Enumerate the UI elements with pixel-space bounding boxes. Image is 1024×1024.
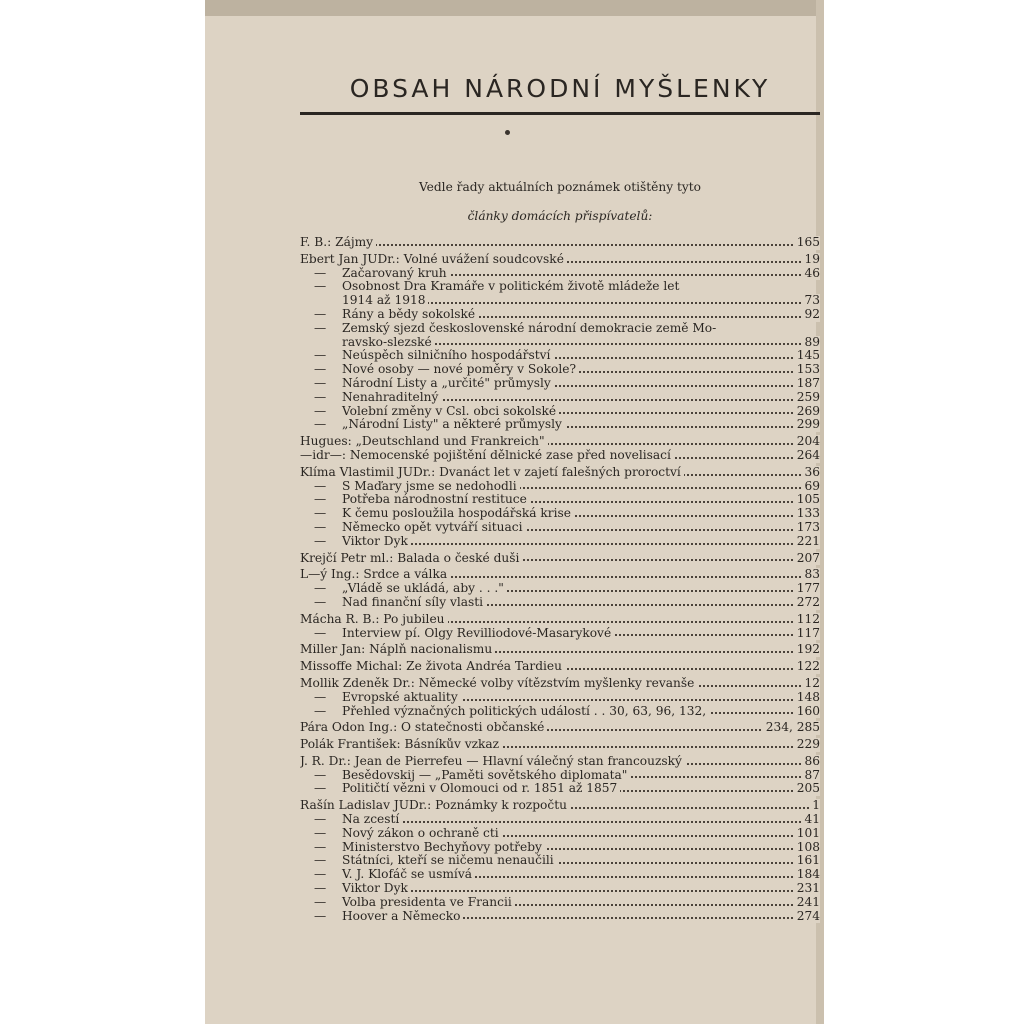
entry-page-number: 204 bbox=[794, 435, 820, 449]
entry-text: Polák František: Básníkův vzkaz bbox=[300, 738, 500, 752]
entry-title bbox=[300, 755, 685, 769]
entry-title bbox=[300, 377, 554, 391]
entry-title bbox=[300, 336, 435, 350]
entry-title bbox=[300, 435, 548, 449]
contents-entry bbox=[300, 769, 820, 783]
entry-text: Mollik Zdeněk Dr.: Německé volby vítězstvím myšlenky revanše bbox=[300, 676, 695, 690]
entry-text: Missoffe Michal: Ze života Andréa Tardieu bbox=[300, 660, 562, 674]
entry-text: Hoover a Německo bbox=[342, 909, 461, 923]
entry-title bbox=[300, 769, 630, 783]
entry-page-number: 1 bbox=[809, 799, 820, 813]
entry-page-number: 87 bbox=[801, 769, 820, 783]
contents-entry bbox=[300, 596, 820, 610]
ditto-dash: — bbox=[314, 404, 327, 418]
contents-entry bbox=[300, 799, 820, 813]
contents-entry bbox=[300, 418, 820, 432]
entry-page-number: 12 bbox=[801, 677, 820, 691]
entry-page-number: 153 bbox=[794, 363, 820, 377]
ditto-dash: — bbox=[314, 868, 327, 882]
entry-title bbox=[300, 552, 522, 566]
entry-title bbox=[300, 799, 570, 813]
contents-entry bbox=[300, 349, 820, 363]
entry-title bbox=[300, 507, 574, 521]
contents-entry bbox=[300, 613, 820, 627]
entry-title bbox=[300, 910, 463, 924]
contents-entry bbox=[300, 827, 820, 841]
entry-title bbox=[300, 253, 567, 267]
entry-text: Rašín Ladislav JUDr.: Poznámky k rozpočtu bbox=[300, 799, 567, 813]
contents-entry bbox=[300, 896, 820, 910]
entry-text: Hugues: „Deutschland und Frankreich" bbox=[300, 435, 545, 449]
entry-title bbox=[300, 827, 502, 841]
entry-title bbox=[300, 418, 565, 432]
entry-text: Nad finanční síly vlasti bbox=[342, 595, 484, 609]
entry-text: Potřeba národnostní restituce bbox=[342, 493, 527, 507]
entry-page-number: 122 bbox=[794, 660, 820, 674]
contents-entry bbox=[300, 782, 820, 796]
entry-title bbox=[300, 691, 461, 705]
entry-text: Ebert Jan JUDr.: Volné uvážení soudcovské bbox=[300, 252, 564, 266]
ditto-dash: — bbox=[314, 307, 327, 321]
dot-leader bbox=[300, 244, 820, 246]
entry-text: Interview pí. Olgy Revilliodové-Masarykové bbox=[342, 626, 612, 640]
entry-page-number: 161 bbox=[794, 854, 820, 868]
entry-text: Klíma Vlastimil JUDr.: Dvanáct let v zajetí falešných proroctví bbox=[300, 465, 681, 479]
entry-text: Nenahraditelný bbox=[342, 390, 439, 404]
contents-list bbox=[300, 236, 820, 923]
entry-page-number: 69 bbox=[801, 480, 820, 494]
entry-title bbox=[300, 854, 557, 868]
entry-text: S Maďary jsme se nedohodli bbox=[342, 479, 517, 493]
entry-text: Viktor Dyk bbox=[342, 882, 408, 896]
entry-text: Volební změny v Čsl. obci sokolské bbox=[342, 404, 557, 418]
ditto-dash: — bbox=[314, 376, 327, 390]
ditto-dash: — bbox=[314, 690, 327, 704]
entry-text: V. J. Klofáč se usmívá bbox=[342, 868, 472, 882]
intro-subtitle: články domácích přispívatelů: bbox=[467, 209, 653, 223]
ditto-dash: — bbox=[314, 507, 327, 521]
contents-entry bbox=[300, 480, 820, 494]
ditto-dash: — bbox=[314, 768, 327, 782]
entry-title bbox=[300, 896, 515, 910]
entry-text: —idr—: Nemocenské pojištění dělnické zase před novelisací bbox=[300, 448, 671, 462]
contents-entry bbox=[300, 435, 820, 449]
entry-text: Rány a bědy sokolské bbox=[342, 307, 476, 321]
ditto-dash: — bbox=[314, 493, 327, 507]
entry-page-number: 41 bbox=[801, 813, 820, 827]
entry-title bbox=[300, 535, 411, 549]
contents-entry bbox=[300, 336, 820, 350]
ditto-dash: — bbox=[314, 520, 327, 534]
contents-entry bbox=[300, 691, 820, 705]
entry-text: K čemu posloužila hospodářská krise bbox=[342, 507, 571, 521]
entry-text: F. B.: Zájmy bbox=[300, 236, 374, 249]
contents-entry bbox=[300, 755, 820, 769]
entry-title bbox=[300, 738, 502, 752]
entry-text: Nové osoby — nové poměry v Sokole? bbox=[342, 363, 576, 377]
entry-page-number: 184 bbox=[794, 868, 820, 882]
entry-page-number: 269 bbox=[794, 405, 820, 419]
contents-entry bbox=[300, 507, 820, 521]
entry-text: 1914 až 1918 bbox=[342, 294, 426, 308]
contents-entry bbox=[300, 322, 820, 336]
entry-title bbox=[300, 236, 376, 250]
ditto-dash: — bbox=[314, 909, 327, 923]
entry-text: Nový zákon o ochraně cti bbox=[342, 826, 499, 840]
entry-page-number: 173 bbox=[794, 521, 820, 535]
entry-page-number: 89 bbox=[801, 336, 820, 350]
entry-page-number: 86 bbox=[801, 755, 820, 769]
contents-entry bbox=[300, 363, 820, 377]
entry-title bbox=[300, 782, 620, 796]
page-top-edge bbox=[205, 0, 822, 16]
contents-entry bbox=[300, 267, 820, 281]
entry-text: Zemský sjezd československé národní demokracie země Mo- bbox=[342, 321, 717, 335]
ditto-dash: — bbox=[314, 390, 327, 404]
ditto-dash: — bbox=[314, 826, 327, 840]
contents-entry bbox=[300, 868, 820, 882]
entry-page-number: 92 bbox=[801, 308, 820, 322]
entry-title bbox=[300, 493, 530, 507]
entry-title bbox=[300, 280, 682, 294]
entry-text: Neúspěch silničního hospodářství bbox=[342, 349, 551, 363]
entry-page-number: 46 bbox=[801, 267, 820, 281]
entry-text: Osobnost Dra Kramáře v politickém životě mládeže let bbox=[342, 280, 680, 294]
entry-title bbox=[300, 267, 450, 281]
entry-page-number: 231 bbox=[794, 882, 820, 896]
contents-entry bbox=[300, 449, 820, 463]
entry-title bbox=[300, 582, 507, 596]
contents-entry bbox=[300, 568, 820, 582]
contents-entry bbox=[300, 882, 820, 896]
entry-text: Na zcestí bbox=[342, 813, 400, 827]
entry-page-number: 148 bbox=[794, 691, 820, 705]
entry-title bbox=[300, 868, 475, 882]
entry-page-number: 133 bbox=[794, 507, 820, 521]
intro-line: Vedle řady aktuálních poznámek otištěny tyto bbox=[418, 180, 702, 194]
contents-entry bbox=[300, 405, 820, 419]
ditto-dash: — bbox=[314, 349, 327, 363]
ditto-dash: — bbox=[314, 626, 327, 640]
entry-title bbox=[300, 813, 402, 827]
entry-title bbox=[300, 721, 547, 735]
entry-page-number: 36 bbox=[801, 466, 820, 480]
entry-title bbox=[300, 568, 450, 582]
entry-page-number: 272 bbox=[794, 596, 820, 610]
contents-entry bbox=[300, 521, 820, 535]
entry-text: Mácha R. B.: Po jubileu bbox=[300, 612, 445, 626]
entry-page-number: 83 bbox=[801, 568, 820, 582]
contents-entry bbox=[300, 466, 820, 480]
ditto-dash: — bbox=[314, 321, 327, 335]
entry-title bbox=[300, 391, 441, 405]
entry-page-number: 165 bbox=[794, 236, 820, 250]
entry-page-number: 112 bbox=[794, 613, 820, 627]
entry-text: „Vládě se ukládá, aby . . ." bbox=[342, 582, 504, 596]
contents-entry bbox=[300, 627, 820, 641]
contents-entry bbox=[300, 813, 820, 827]
ditto-dash: — bbox=[314, 704, 327, 718]
entry-page-number: 234, 285 bbox=[763, 721, 820, 735]
entry-title bbox=[300, 480, 520, 494]
ditto-dash: — bbox=[314, 582, 327, 596]
ditto-dash: — bbox=[314, 479, 327, 493]
entry-title bbox=[300, 643, 495, 657]
ditto-dash: — bbox=[314, 782, 327, 796]
entry-text: ravsko-slezské bbox=[342, 335, 432, 349]
contents-entry bbox=[300, 643, 820, 657]
entry-title bbox=[300, 882, 411, 896]
entry-page-number: 192 bbox=[794, 643, 820, 657]
entry-title bbox=[300, 466, 684, 480]
contents-entry bbox=[300, 280, 820, 294]
entry-text: J. R. Dr.: Jean de Pierrefeu — Hlavní válečný stan francouzský bbox=[300, 754, 682, 768]
contents-entry bbox=[300, 294, 820, 308]
ditto-dash: — bbox=[314, 813, 327, 827]
entry-title bbox=[300, 405, 559, 419]
entry-title bbox=[300, 294, 428, 308]
ditto-dash: — bbox=[314, 280, 327, 294]
entry-title bbox=[300, 596, 486, 610]
entry-page-number: 259 bbox=[794, 391, 820, 405]
contents-entry bbox=[300, 677, 820, 691]
entry-text: Političtí vězni v Olomouci od r. 1851 až 1857 bbox=[342, 782, 618, 796]
entry-page-number: 145 bbox=[794, 349, 820, 363]
contents-entry bbox=[300, 738, 820, 752]
entry-title bbox=[300, 705, 709, 719]
contents-entry bbox=[300, 582, 820, 596]
entry-text: Evropské aktuality bbox=[342, 690, 458, 704]
ditto-dash: — bbox=[314, 418, 327, 432]
contents-entry bbox=[300, 493, 820, 507]
entry-title bbox=[300, 363, 579, 377]
contents-entry bbox=[300, 552, 820, 566]
ditto-dash: — bbox=[314, 534, 327, 548]
entry-text: Státníci, kteří se ničemu nenaučili bbox=[342, 854, 554, 868]
contents-entry bbox=[300, 308, 820, 322]
entry-page-number: 177 bbox=[794, 582, 820, 596]
ditto-dash: — bbox=[314, 840, 327, 854]
entry-title bbox=[300, 449, 674, 463]
entry-page-number: 221 bbox=[794, 535, 820, 549]
contents-entry bbox=[300, 705, 820, 719]
entry-text: Besědovskij — „Paměti sovětského diplomata" bbox=[342, 768, 628, 782]
ditto-dash: — bbox=[314, 363, 327, 377]
entry-page-number: 229 bbox=[794, 738, 820, 752]
entry-page-number: 19 bbox=[801, 253, 820, 267]
contents-entry bbox=[300, 253, 820, 267]
entry-text: „Národní Listy" a některé průmysly bbox=[342, 418, 562, 432]
entry-page-number: 117 bbox=[794, 627, 820, 641]
ditto-dash: — bbox=[314, 595, 327, 609]
entry-title bbox=[300, 627, 614, 641]
entry-page-number: 108 bbox=[794, 841, 820, 855]
entry-page-number: 299 bbox=[794, 418, 820, 432]
entry-title bbox=[300, 349, 553, 363]
entry-text: Přehled význačných politických událostí . . 30, 63, 96, 132, bbox=[342, 704, 707, 718]
ditto-dash: — bbox=[314, 266, 327, 280]
entry-page-number: 274 bbox=[794, 910, 820, 924]
entry-page-number: 101 bbox=[794, 827, 820, 841]
ditto-dash: — bbox=[314, 895, 327, 909]
entry-title bbox=[300, 660, 565, 674]
contents-entry bbox=[300, 236, 820, 250]
contents-entry bbox=[300, 841, 820, 855]
contents-entry bbox=[300, 535, 820, 549]
entry-page-number: 160 bbox=[794, 705, 820, 719]
entry-text: Krejčí Petr ml.: Balada o české duši bbox=[300, 551, 520, 565]
entry-text: Miller Jan: Náplň nacionalismu bbox=[300, 643, 493, 657]
entry-text: Viktor Dyk bbox=[342, 534, 408, 548]
title-underline bbox=[300, 112, 820, 115]
entry-page-number: 264 bbox=[794, 449, 820, 463]
ditto-dash: — bbox=[314, 882, 327, 896]
contents-entry bbox=[300, 854, 820, 868]
ditto-dash: — bbox=[314, 854, 327, 868]
entry-text: L—ý Ing.: Srdce a válka bbox=[300, 568, 448, 582]
entry-page-number: 73 bbox=[801, 294, 820, 308]
entry-page-number: 207 bbox=[794, 552, 820, 566]
page-title: OBSAH NÁRODNÍ MYŠLENKY bbox=[349, 74, 771, 103]
entry-page-number: 205 bbox=[794, 782, 820, 796]
contents-entry bbox=[300, 377, 820, 391]
entry-text: Začarovaný kruh bbox=[342, 266, 447, 280]
entry-title bbox=[300, 677, 697, 691]
ornament-dot bbox=[505, 130, 510, 135]
contents-entry bbox=[300, 391, 820, 405]
contents-entry bbox=[300, 721, 820, 735]
entry-page-number: 105 bbox=[794, 493, 820, 507]
entry-text: Pára Odon Ing.: O statečnosti občanské bbox=[300, 721, 545, 735]
contents-entry bbox=[300, 910, 820, 924]
entry-text: Ministerstvo Bechyňovy potřeby bbox=[342, 840, 542, 854]
entry-text: Německo opět vytváří situaci bbox=[342, 520, 523, 534]
entry-title bbox=[300, 308, 478, 322]
contents-entry bbox=[300, 660, 820, 674]
entry-page-number: 187 bbox=[794, 377, 820, 391]
entry-title bbox=[300, 521, 526, 535]
entry-title bbox=[300, 841, 545, 855]
entry-title bbox=[300, 613, 448, 627]
entry-text: Volba presidenta ve Francii bbox=[342, 895, 512, 909]
entry-text: Národní Listy a „určité" průmysly bbox=[342, 376, 551, 390]
entry-title bbox=[300, 322, 719, 336]
entry-page-number: 241 bbox=[794, 896, 820, 910]
